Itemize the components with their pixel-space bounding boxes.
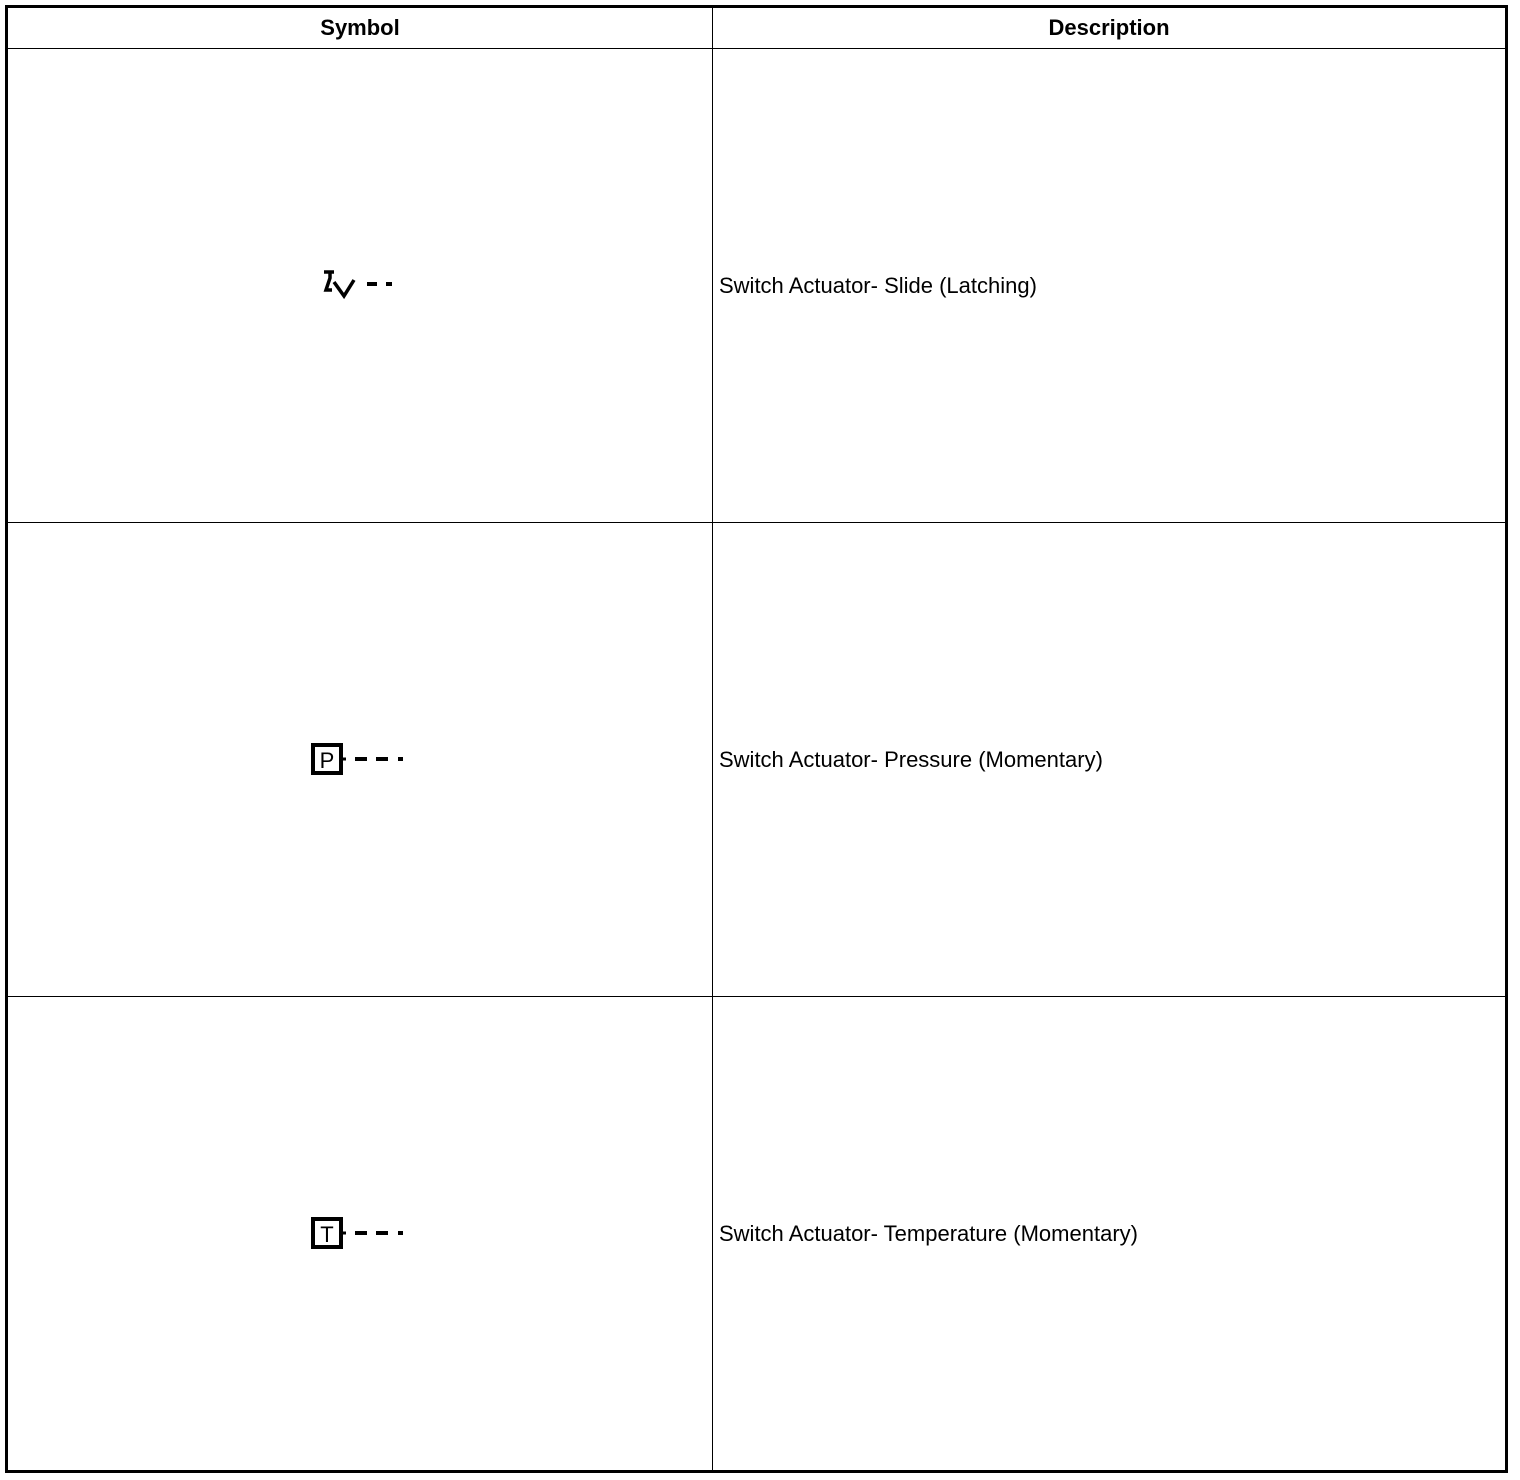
symbol-cell [7,49,713,523]
description-cell: Switch Actuator- Temperature (Momentary) [713,997,1507,1472]
symbol-column-header: Symbol [7,7,713,49]
table-header-row [7,7,1507,49]
table-row [7,49,1507,523]
temperature-actuator-icon [310,1216,410,1252]
table-row [7,523,1507,997]
table-row [7,997,1507,1472]
temperature-letter: T [320,1221,334,1247]
pressure-actuator-icon [310,742,410,778]
slide-latching-actuator-icon [320,266,400,306]
description-column-header: Description [713,7,1507,49]
symbol-cell [7,997,713,1472]
symbol-cell [7,523,713,997]
description-cell: Switch Actuator- Slide (Latching) [713,49,1507,523]
pressure-letter: P [319,747,335,773]
description-cell: Switch Actuator- Pressure (Momentary) [713,523,1507,997]
symbol-legend-table [5,5,1508,1473]
